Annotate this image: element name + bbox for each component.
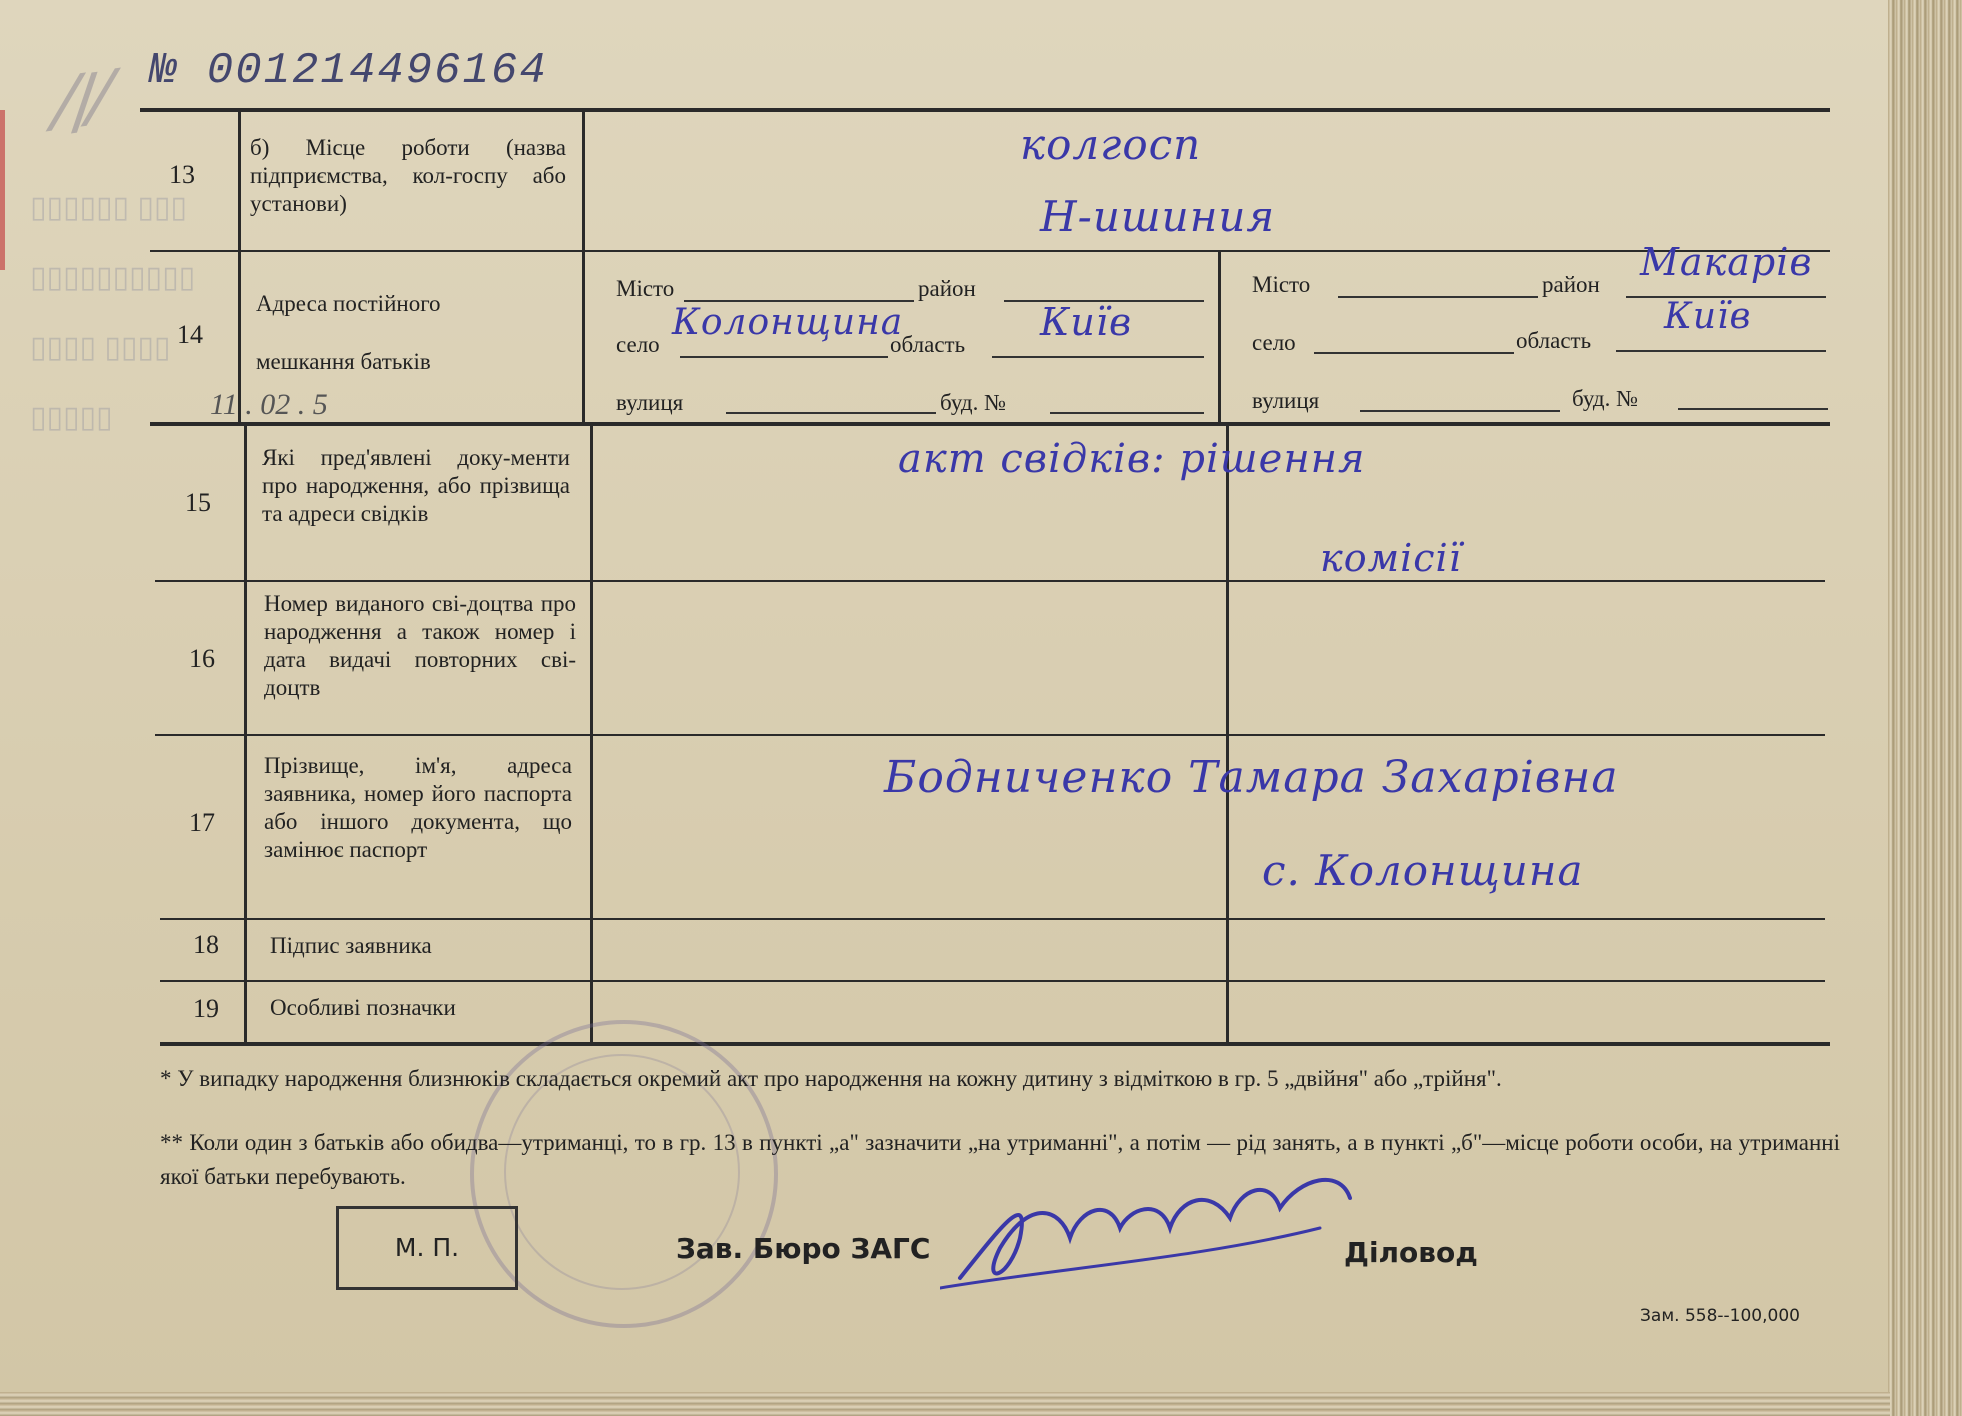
- bleed-through-text: ▯▯▯▯ ▯▯▯▯: [30, 331, 171, 364]
- street-label: вулиця: [1252, 388, 1320, 413]
- handwritten-documents-2: комісії: [1320, 536, 1462, 580]
- handwritten-signature: [940, 1168, 1370, 1298]
- head-of-registry-label: Зав. Бюро ЗАГС: [676, 1232, 931, 1265]
- row-label-line1: Адреса постійного: [256, 291, 441, 316]
- row-label: Прізвище, ім'я, адреса заявника, номер його паспорта або іншого документа, що замінює паспорт: [264, 753, 572, 862]
- row-label-line2: мешкання батьків: [256, 349, 431, 374]
- handwritten-village: Колонщина: [672, 302, 904, 343]
- building-label: буд. №: [940, 390, 1007, 415]
- handwritten-applicant-name: Бодниченко Тамара Захарівна: [884, 752, 1619, 803]
- margin-pencil-mark: ⁄/⁄: [54, 57, 113, 145]
- row-divider: [155, 734, 1825, 736]
- column-divider: [238, 110, 241, 422]
- table-bottom-rule: [160, 1042, 1830, 1046]
- handwritten-district: Макарів: [1640, 240, 1813, 284]
- village-blank: [680, 356, 888, 358]
- column-divider: [244, 424, 247, 1044]
- handwritten-workplace-1: колгосп: [1020, 120, 1202, 169]
- row-divider: [160, 918, 1825, 920]
- city-label: Місто: [1252, 272, 1311, 297]
- village-label: село: [1252, 330, 1296, 355]
- region-label: область: [1516, 328, 1592, 353]
- bleed-through-text: ▯▯▯▯▯: [30, 401, 113, 434]
- street-label: вулиця: [616, 390, 684, 415]
- city-blank: [1338, 296, 1538, 298]
- row-label: Які пред'явлені доку-менти про народження, або прізвища та адреси свідків: [262, 445, 570, 526]
- city-label: Місто: [616, 276, 675, 301]
- village-blank: [1314, 352, 1514, 354]
- row-label: Підпис заявника: [270, 933, 432, 958]
- book-page-edges: [1888, 0, 1962, 1416]
- region-blank: [992, 356, 1204, 358]
- clerk-label: Діловод: [1344, 1236, 1478, 1269]
- row-label: Номер виданого сві-доцтва про народження а також номер і дата видачі повторних сві-доцтв: [264, 591, 576, 700]
- row-divider: [150, 250, 1830, 252]
- handwritten-region: Київ: [1040, 300, 1133, 344]
- column-divider: [1226, 424, 1229, 1044]
- footnote-1: * У випадку народження близнюків складається окремий акт про народження на кожну дитину з відміткою в гр. 5 „двійня" або „трійня".: [160, 1066, 1502, 1091]
- row-number: 13: [169, 160, 195, 189]
- handwritten-documents: акт свідків: рішення: [898, 436, 1366, 482]
- column-divider: [582, 110, 585, 422]
- street-blank: [726, 412, 936, 414]
- handwritten-applicant-address: с. Колонщина: [1262, 846, 1584, 895]
- row-number: 17: [189, 808, 215, 837]
- handwritten-workplace-2: Н-ишиния: [1040, 192, 1276, 241]
- column-divider: [1218, 252, 1221, 422]
- column-divider: [590, 424, 593, 1044]
- region-label: область: [890, 332, 966, 357]
- building-blank: [1678, 408, 1828, 410]
- district-label: район: [918, 276, 976, 301]
- row-number: 15: [185, 488, 211, 517]
- row-label: Особливі позначки: [270, 995, 456, 1020]
- stamp-place-box: М. П.: [336, 1206, 518, 1290]
- row-number: 19: [193, 994, 219, 1023]
- row-divider: [155, 580, 1825, 582]
- serial-number: № 001214496164: [150, 46, 548, 96]
- village-label: село: [616, 332, 660, 357]
- row-divider: [150, 422, 1830, 426]
- row-number: 16: [189, 644, 215, 673]
- region-blank: [1616, 350, 1826, 352]
- handwritten-region: Київ: [1664, 296, 1752, 337]
- print-order-code: Зам. 558--100,000: [1640, 1306, 1800, 1326]
- bleed-through-text: ▯▯▯▯▯▯ ▯▯▯: [30, 191, 187, 224]
- street-blank: [1360, 410, 1560, 412]
- footnote-2: ** Коли один з батьків або обидва—утриманці, то в гр. 13 в пункті „а" зазначити „на утриманні", а потім — рід занять, а в пункті „б"—місце роботи особи, на утриманні якої батьки перебувають.: [160, 1130, 1840, 1189]
- row-divider: [160, 980, 1825, 982]
- building-label: буд. №: [1572, 386, 1639, 411]
- district-label: район: [1542, 272, 1600, 297]
- book-bottom-edge: [0, 1392, 1890, 1416]
- table-top-rule: [140, 108, 1830, 112]
- margin-red-mark: [0, 110, 5, 270]
- handwritten-date: 11 . 02 . 5: [210, 388, 328, 421]
- row-number: 14: [177, 320, 203, 349]
- bleed-through-text: ▯▯▯▯▯▯▯▯▯▯: [30, 261, 196, 294]
- row-number: 18: [193, 930, 219, 959]
- building-blank: [1050, 412, 1204, 414]
- row-label: б) Місце роботи (назва підприємства, кол-госпу або установи): [250, 135, 566, 216]
